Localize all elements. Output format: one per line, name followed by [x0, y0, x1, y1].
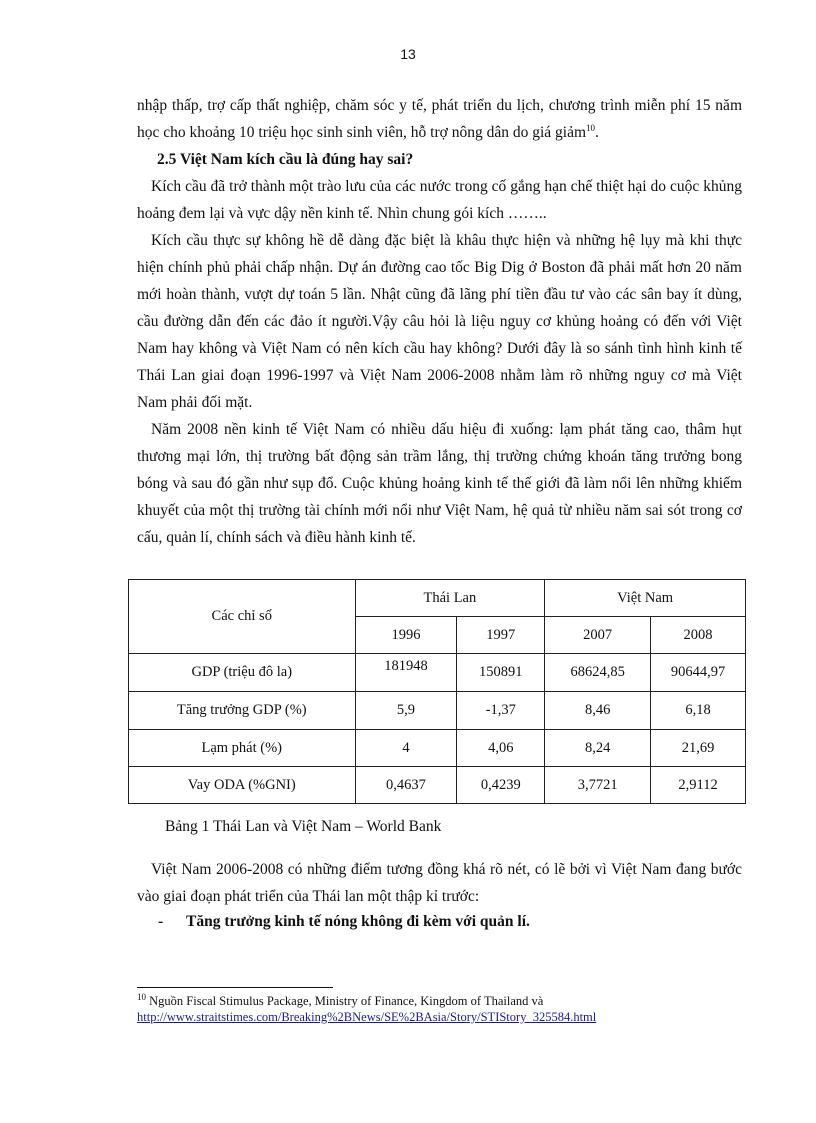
- row-label: Vay ODA (%GNI): [129, 767, 356, 804]
- section-heading: 2.5 Việt Nam kích cầu là đúng hay sai?: [157, 151, 414, 168]
- table-cell: 8,24: [545, 730, 651, 767]
- table-cell: 2,9112: [651, 767, 746, 804]
- footnote-divider: [137, 987, 333, 988]
- table-group-header: Việt Nam: [545, 580, 746, 617]
- table-row: [129, 767, 746, 804]
- footnote: [137, 993, 757, 1025]
- paragraph-3: Năm 2008 nền kinh tế Việt Nam có nhiều dấu hiệu đi xuống: lạm phát tăng cao, thâm hụt thương mại lớn, thị trường bất động sản trầm lắng, thị trường chứng khoán tăng trưởng bong bóng và sau đó gần như sụp đổ. Cuộc khủng hoảng kinh tế thế giới đã làm nổi lên những khiếm khuyết của một thị trường tài chính mới nổi như Việt Nam, hệ quả từ nhiều năm sai sót trong cơ cấu, quản lí, chính sách và điều hành kinh tế.: [137, 421, 742, 546]
- body-text-bottom: [137, 856, 742, 910]
- table-group-header: Thái Lan: [355, 580, 545, 617]
- table-cell: 4,06: [457, 730, 545, 767]
- row-label: Lạm phát (%): [129, 730, 356, 767]
- table-row: [129, 692, 746, 730]
- table-cell: 3,7721: [545, 767, 651, 804]
- table-cell: 0,4239: [457, 767, 545, 804]
- table-corner-header: Các chỉ số: [129, 580, 356, 654]
- table-cell: 5,9: [355, 692, 457, 730]
- table-cell: 68624,85: [545, 654, 651, 692]
- table-row: [129, 654, 746, 692]
- table-cell: 0,4637: [355, 767, 457, 804]
- table-year-header: 1997: [457, 617, 545, 654]
- table-caption: Bảng 1 Thái Lan và Việt Nam – World Bank: [165, 818, 442, 835]
- intro-text: nhập thấp, trợ cấp thất nghiệp, chăm sóc y tế, phát triển du lịch, chương trình miễn phí 15 năm học cho khoảng 10 triệu học sinh sinh viên, hỗ trợ nông dân do giá giảm: [137, 97, 742, 141]
- intro-paragraph: [137, 92, 742, 146]
- footnote-ref[interactable]: 10: [586, 122, 596, 133]
- table-cell: 181948: [355, 654, 457, 692]
- body-text-top: [137, 92, 742, 551]
- paragraph-2: Kích cầu thực sự không hề dễ dàng đặc biệt là khâu thực hiện và những hệ lụy mà khi thực hiện chính phủ phải chấp nhận. Dự án đường cao tốc Big Dig ở Boston đã phải mất hơn 20 năm mới hoàn thành, vượt dự toán 5 lần. Nhật cũng đã lãng phí tiền đầu tư vào các sân bay ít dùng, cầu đường dẫn đến các đảo ít người.Vậy câu hỏi là liệu nguy cơ khủng hoảng có đến với Việt Nam hay không và Việt Nam có nên kích cầu hay không? Dưới đây là so sánh tình hình kinh tế Thái Lan giai đoạn 1996-1997 và Việt Nam 2006-2008 nhằm làm rõ những nguy cơ mà Việt Nam phải đối mặt.: [137, 232, 742, 411]
- table-cell: -1,37: [457, 692, 545, 730]
- intro-tail: .: [595, 124, 599, 141]
- bullet-marker: -: [158, 913, 164, 930]
- table-cell: 90644,97: [651, 654, 746, 692]
- table-cell: 6,18: [651, 692, 746, 730]
- footnote-link[interactable]: http://www.straitstimes.com/Breaking%2BNews/SE%2BAsia/Story/STIStory_325584.html: [137, 1010, 597, 1024]
- table-cell: 150891: [457, 654, 545, 692]
- table-year-header: 2007: [545, 617, 651, 654]
- table-year-header: 1996: [355, 617, 457, 654]
- footnote-text: Nguồn Fiscal Stimulus Package, Ministry of Finance, Kingdom of Thailand và: [146, 994, 544, 1008]
- footnote-number: 10: [137, 991, 146, 1002]
- table-row: [129, 730, 746, 767]
- paragraph-1: Kích cầu đã trở thành một trào lưu của các nước trong cố gắng hạn chế thiệt hại do cuộc khủng hoảng đem lại và vực dậy nền kinh tế. Nhìn chung gói kích ……..: [137, 178, 742, 222]
- table-cell: 21,69: [651, 730, 746, 767]
- page-number: 13: [400, 46, 416, 62]
- row-label: Tăng trưởng GDP (%): [129, 692, 356, 730]
- comparison-table: [128, 579, 746, 804]
- footnote-line: [137, 993, 757, 1009]
- row-label: GDP (triệu đô la): [129, 654, 356, 692]
- bullet-item: [158, 913, 530, 931]
- table-cell: 8,46: [545, 692, 651, 730]
- bullet-text: Tăng trưởng kinh tế nóng không đi kèm với quản lí.: [186, 913, 530, 930]
- paragraph-after-table: Việt Nam 2006-2008 có những điểm tương đồng khá rõ nét, có lẽ bởi vì Việt Nam đang bước vào giai đoạn phát triển của Thái lan một thập kỉ trước:: [137, 861, 742, 905]
- table-cell: 4: [355, 730, 457, 767]
- table-year-header: 2008: [651, 617, 746, 654]
